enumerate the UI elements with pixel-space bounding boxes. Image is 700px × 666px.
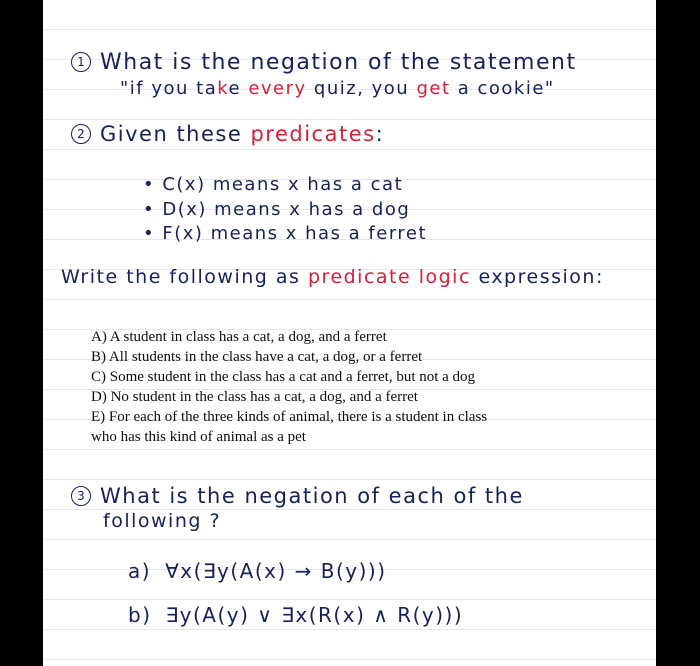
q2-title-end: : [375,122,385,146]
instruction-end: expression: [470,266,604,288]
q1-seg-1: "if you ta [120,78,218,99]
question-1-line-2 [120,78,555,99]
q1-seg-red-1: k [217,78,229,99]
item-e-continued: who has this kind of animal as a pet [91,429,306,445]
q1-seg-4: a cookie" [450,78,555,99]
predicate-dog: • D(x) means x has a dog [143,199,411,220]
item-a: A) A student in class has a cat, a dog, and a ferret [91,329,387,345]
question-1-text: What is the negation of the statement [100,50,577,75]
predicate-cat: • C(x) means x has a cat [143,174,404,195]
part-b [128,603,463,627]
question-2-title [71,122,384,147]
question-3-line-1 [71,484,524,509]
item-b: B) All students in the class have a cat, a dog, or a ferret [91,349,423,365]
part-b-expression: ∃y(A(y) ∨ ∃x(R(x) ∧ R(y))) [165,603,464,627]
part-a-label: a) [128,559,152,583]
q1-seg-red-3: get [416,78,451,99]
question-1-number: 1 [71,52,91,72]
instruction-red: predicate logic [307,266,471,288]
q1-seg-2: e [228,78,249,99]
printed-items [91,327,487,447]
q2-title-start: Given these [100,122,251,146]
instruction-line [61,266,604,288]
q2-title-red: predicates [250,122,376,146]
part-b-label: b) [128,603,152,627]
item-e: E) For each of the three kinds of animal, there is a student in class [91,409,488,425]
predicate-ferret: • F(x) means x has a ferret [143,223,428,244]
item-d: D) No student in the class has a cat, a dog, and a ferret [91,389,418,405]
question-3-number: 3 [71,486,91,506]
question-1-line-1 [71,50,577,75]
question-3-line-2: following ? [103,510,222,532]
item-c: C) Some student in the class has a cat and a ferret, but not a dog [91,369,476,385]
part-a-expression: ∀x(∃y(A(x) → B(y))) [165,559,387,583]
q1-seg-3: quiz, you [306,78,417,99]
question-2-number: 2 [71,124,91,144]
q1-seg-red-2: every [248,78,307,99]
instruction-start: Write the following as [61,266,308,288]
part-a [128,559,387,583]
question-3-text: What is the negation of each of the [100,484,524,508]
notebook-page [43,0,656,666]
